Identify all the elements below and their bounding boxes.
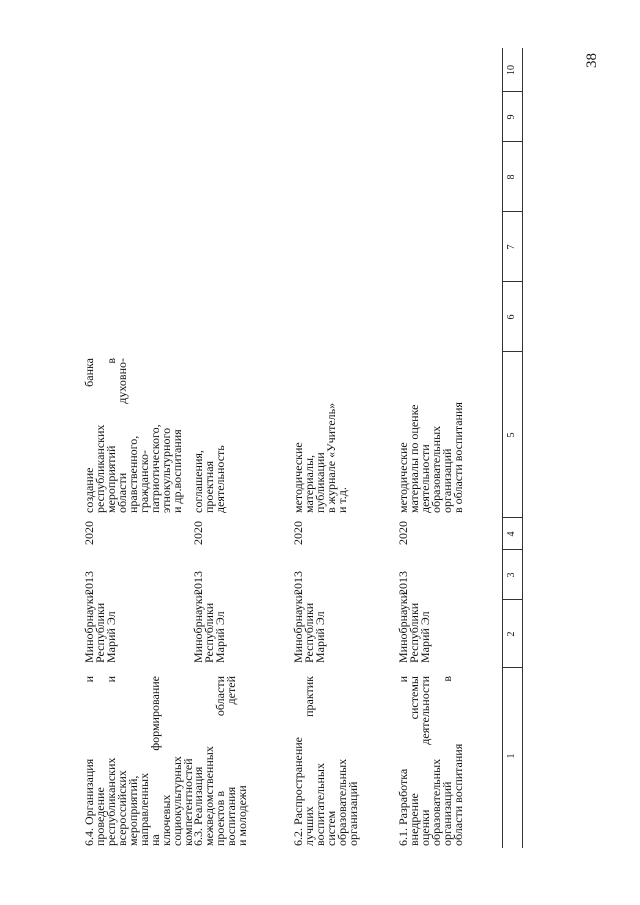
row-end-year: 2020 [82,521,96,545]
row-name-line: организаций [346,781,360,846]
header-top-rule [502,48,503,848]
row-start-year: 2013 [82,571,96,595]
row-result-line: деятельности [418,444,432,513]
row-result-line: в области воспитания [451,402,465,513]
row-result-line: деятельность [213,445,227,513]
row-executor-line: Минобрнауки [82,591,96,663]
row-result-line: публикации [313,452,327,513]
row-end-year: 2020 [191,521,205,545]
row-result-line: материалы по оценке [407,404,421,513]
column-divider [502,667,522,668]
column-number: 1 [506,753,517,759]
row-name-line: направленных [137,772,151,846]
row-result [84,358,183,513]
row-start-year: 2013 [396,571,410,595]
row-name-line: 6.2. Распространение [291,736,305,846]
row-result-line: методические [291,442,305,513]
row-name-line: организаций в [440,676,454,846]
row-executor-line: Марий Эл [213,611,227,663]
column-number: 2 [506,631,517,637]
row-executor-line: Минобрнауки [291,591,305,663]
column-number: 10 [506,65,517,75]
row-result [193,445,226,513]
row-result-line: республиканских [93,424,107,513]
row-executor-line: Минобрнауки [396,591,410,663]
column-divider [502,599,522,600]
row-result-line: этнокультурного [159,427,173,513]
row-name-line: республиканских и [104,676,118,846]
column-number: 9 [506,114,517,120]
row-name-line: 6.1. Разработка и [396,676,410,846]
column-divider [502,351,522,352]
row-result-line: материалы, [302,454,316,513]
row-result [293,403,348,513]
page-number: 38 [584,53,600,68]
row-name [84,676,194,846]
row-name-line: образовательных [429,758,443,846]
row-executor-line: Минобрнауки [191,591,205,663]
row-result [398,402,464,513]
row-executor-line: Марий Эл [418,611,432,663]
row-name-line: 6.4. Организация и [82,676,96,846]
row-name-line: оценки деятельности [418,676,432,846]
column-divider [502,211,522,212]
row-result-line: образовательных [429,425,443,513]
row-result-line: и т.д. [335,487,349,513]
column-divider [502,549,522,550]
row-result-line: методические [396,442,410,513]
row-executor-line: Республики [302,602,316,663]
row-name-line: воспитания детей [224,676,238,846]
row-name-line: на формирование [148,676,162,846]
column-divider [502,517,522,518]
row-name-line: 6.3. Реализация [191,766,205,846]
column-divider [502,281,522,282]
row-result-line: и др.воспитания [170,429,184,513]
row-end-year: 2020 [396,521,410,545]
column-number: 5 [506,432,517,438]
row-executor-line: Республики [93,602,107,663]
row-name-line: проведение [93,787,107,846]
row-name-line: лучших практик [302,676,316,846]
rotated-table [78,18,638,848]
row-result-line: создание банка [82,358,96,513]
row-name [293,676,359,846]
row-name-line: и молодежи [235,785,249,846]
row-executor [84,592,117,663]
column-number: 3 [506,572,517,578]
column-number: 4 [506,531,517,537]
row-executor-line: Марий Эл [104,611,118,663]
row-name-line: систем [324,810,338,846]
column-number: 6 [506,314,517,320]
row-name-line: ключевых [159,794,173,846]
row-result-line: соглашения, [191,450,205,513]
row-name-line: образовательных [335,758,349,846]
row-executor [398,592,431,663]
row-name-line: социокультурных [170,756,184,846]
row-executor [293,592,326,663]
row-name-line: внедрение системы [407,676,421,846]
row-name-line: воспитательных [313,763,327,846]
row-name [398,676,464,846]
row-executor [193,592,226,663]
column-divider [502,91,522,92]
row-end-year: 2020 [291,521,305,545]
row-result-line: патриотического, [148,424,162,513]
row-name-line: всероссийских [115,770,129,846]
row-result-line: организаций [440,448,454,513]
row-name-line: области воспитания [451,743,465,846]
column-divider [502,141,522,142]
row-result-line: проектная [202,460,216,513]
row-executor-line: Республики [407,602,421,663]
row-name [193,676,248,846]
row-start-year: 2013 [291,571,305,595]
row-result-line: нравственного, [126,435,140,513]
row-executor-line: Марий Эл [313,611,327,663]
row-result-line: в журнале «Учитель» [324,402,338,513]
row-result-line: гражданско- [137,450,151,513]
row-result-line: области духовно- [115,358,129,513]
row-name-line: мероприятий, [126,775,140,846]
row-result-line: мероприятий в [104,358,118,513]
row-name-line: межведомственных [202,746,216,846]
header-bottom-rule [522,48,523,848]
row-start-year: 2013 [191,571,205,595]
row-executor-line: Республики [202,602,216,663]
row-name-line: проектов в области [213,676,227,846]
column-number: 7 [506,244,517,250]
column-number: 8 [506,174,517,180]
row-name-line: компетентностей [181,758,195,846]
